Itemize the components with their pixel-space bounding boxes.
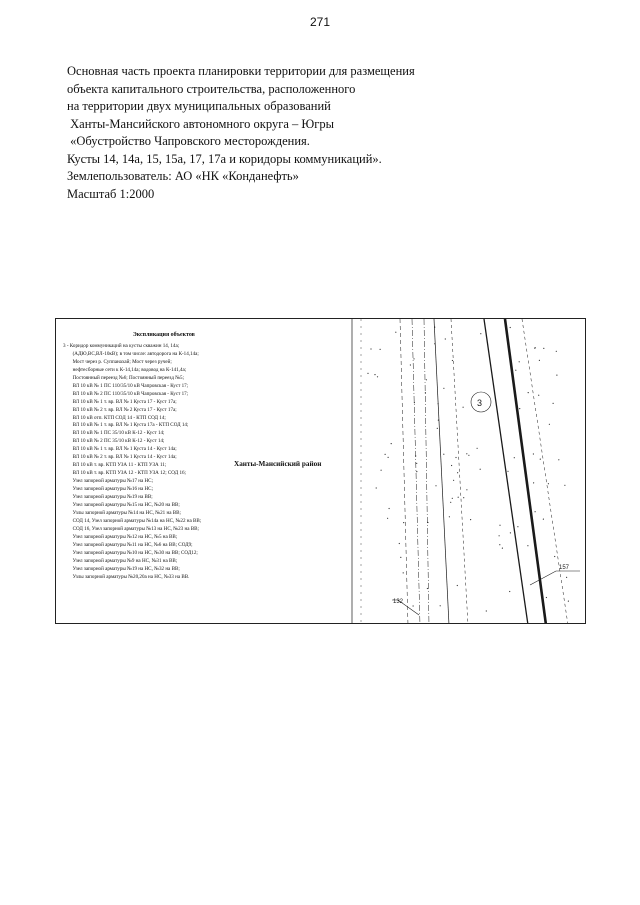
terrain-dot [400,557,401,558]
terrain-dot [517,526,518,527]
map-sheet [55,318,586,624]
terrain-dot [543,519,544,520]
terrain-dot [558,459,559,460]
terrain-dot [553,403,554,404]
corridor-line [434,319,449,624]
legend-item: Узел запорной арматуры №10 на НС, №30 на ВВ; СОД12; [72,549,198,556]
terrain-dot [507,471,508,472]
corridor-edge-line [505,319,546,624]
terrain-dot [435,485,436,486]
legend-item: ВЛ 10 кВ № 2 ПС 35/10 кВ К-12 - Куст 14; [72,438,165,445]
terrain-dot [535,511,536,512]
terrain-dot [376,487,377,488]
terrain-dot [499,544,500,545]
terrain-dot [388,457,389,458]
dashed-boundary-line [424,319,429,624]
legend-item: Узел запорной арматуры №17 на НС; [72,478,153,485]
terrain-dot [466,453,467,454]
terrain-dot [377,376,378,377]
legend-item: Узел запорной арматуры №11 на НС, №6 на ВВ; СОД9; [72,541,193,548]
terrain-dot [463,497,464,498]
terrain-dot [449,516,450,517]
legend-item: (АДЮ,ВС,ВЛ-10кВ); в том числе: автодорога на К-14,14а; [72,350,199,357]
legend-item: Узел запорной арматуры №19 на НС, №32 на ВВ; [72,565,180,572]
legend-item: ВЛ 10 кВ отп. КТП СОД 14 - КТП СОД 14; [72,414,166,421]
terrain-dot [535,347,536,348]
terrain-dot [540,459,541,460]
terrain-dot [395,332,396,333]
terrain-dot [385,454,386,455]
terrain-dot [499,525,500,526]
dashed-boundary-line [451,319,468,624]
terrain-dot [380,349,381,350]
terrain-dot [443,454,444,455]
legend-item: Мост через р. Суппанахай; Мост через ручей; [72,358,172,365]
legend-item: СОД 14, Узел запорной арматуры №14а на НС, №22 на ВВ; [72,517,202,524]
terrain-dot [548,483,549,484]
terrain-dot [549,424,550,425]
terrain-dot [403,572,404,573]
dashed-boundary-line [400,319,408,624]
terrain-dot [533,482,534,483]
heading-line: Основная часть проекта планировки территории для размещения [67,64,415,78]
legend-item: Постоянный переезд №6; Постоянный переезд №5; [72,374,185,381]
legend-item: ВЛ 10 кВ № 1 т. вр. ВЛ № 1 Куста 17а - КТП СОД 14; [72,422,189,429]
point-label: 157 [559,565,570,571]
terrain-dot [410,364,411,365]
legend-item: Узлы запорной арматуры №14 на НС, №21 на ВВ; [72,509,181,516]
terrain-dot [450,502,451,503]
terrain-dot [391,443,392,444]
terrain-dot [510,532,511,533]
terrain-dot [374,374,375,375]
terrain-dot [533,453,534,454]
terrain-dot [466,489,467,490]
terrain-dot [413,358,414,359]
dashed-boundary-line [412,319,420,624]
legend-item: 3 - Коридор коммуникаций на кусты скважин 14, 14а; [63,342,180,349]
heading-line: объекта капитального строительства, расположенного [67,81,356,96]
legend-item: Узел запорной арматуры №19 на ВВ; [72,494,153,501]
terrain-dot [457,472,458,473]
terrain-dot [515,370,516,371]
legend-item: ВЛ 10 кВ № 1 ПС 35/10 кВ К-12 - Куст 14; [72,430,165,437]
terrain-dot [477,448,478,449]
terrain-dot [452,498,453,499]
heading-line: на территории двух муниципальных образований [67,99,331,113]
point-label: 132 [393,599,404,605]
legend-item: Узел запорной арматуры №15 на НС, №20 на ВВ; [72,502,180,509]
corridor-edge-line [484,319,528,624]
terrain-dot [413,605,414,606]
terrain-dot [519,408,520,409]
terrain-dot [527,545,528,546]
leader-line [530,571,580,585]
terrain-dot [564,485,565,486]
callouts [392,392,580,615]
legend-items [63,343,255,582]
terrain-dot [426,379,427,380]
legend-item: СОД 16, Узел запорной арматуры №13 на НС, №23 на ВВ; [72,525,199,532]
terrain-dot [543,348,544,349]
legend [63,331,255,582]
terrain-dot [546,597,547,598]
parcel-number-label: 3 [477,398,483,408]
legend-item: нефтесборные сети к К-14,14а; водовод на К-141,4а; [72,366,187,373]
region-label: Ханты-Мансийский район [234,460,322,468]
terrain-dot [499,535,500,536]
terrain-dot [554,556,555,557]
terrain-dot [486,610,487,611]
terrain-dot [416,463,417,464]
terrain-dot [556,351,557,352]
terrain-dot [381,470,382,471]
legend-item: ВЛ 10 кВ т. вр. КТП УЗА 12 - КТП УЗА 12; СОД 16; [72,470,186,477]
terrain-dot [445,338,446,339]
terrain-dot [539,360,540,361]
legend-item: ВЛ 10 кВ № 1 т. вр. ВЛ № 1 Куста 14 - Куст 14а; [72,446,177,453]
legend-item: ВЛ 10 кВ № 2 т. вр. ВЛ № 1 Куста 14 - Куст 14а; [72,454,177,461]
terrain-dot [387,518,388,519]
terrain-dot [556,375,557,376]
terrain-dot [514,457,515,458]
terrain-dot [416,471,417,472]
legend-item: Узел запорной арматуры №9 на НС, №31 на ВВ; [72,557,178,564]
legend-item: ВЛ 10 кВ № 2 т. вр. ВЛ № 2 Куста 17 - Куст 17а; [72,406,177,413]
terrain-dot [455,457,456,458]
terrain-dot [509,591,510,592]
legend-title: Экспликация объектов [132,331,195,338]
terrain-dot [480,333,481,334]
terrain-dot [403,522,404,523]
legend-item: ВЛ 10 кВ № 1 т. вр. ВЛ № 1 Куста 17 - Куст 17а; [72,398,177,405]
heading-line: Ханты-Мансийского автономного округа – Югры [67,116,335,131]
dashed-boundary-line [522,319,568,624]
terrain-dot [437,428,438,429]
page-number: 271 [309,15,331,29]
terrain-dot [367,373,368,374]
terrain-dot [528,392,529,393]
terrain-dot [440,605,441,606]
legend-item: Узлы запорной арматуры №20,20а на НС, №33 на ВВ. [72,573,190,580]
terrain-dot [468,455,469,456]
legend-item: Узел запорной арматуры №12 на НС, №5 на ВВ; [72,533,178,540]
terrain-dot [502,548,503,549]
legend-item: ВЛ 10 кВ т. вр. КТП УЗА 11 - КТП УЗА 11; [72,462,167,469]
legend-item: Узел запорной арматуры №16 на НС; [72,486,153,493]
heading-line: Кусты 14, 14а, 15, 15а, 17, 17а и коридоры коммуникаций». [67,151,382,166]
legend-item: ВЛ 10 кВ № 1 ПС 110/35/10 кВ Чапровская - Куст 17; [72,382,189,389]
heading-line: «Обустройство Чапровского месторождения. [67,134,310,148]
heading-line: Землепользователь: АО «НК «Конданефть» [67,169,299,183]
legend-item: ВЛ 10 кВ № 2 ПС 110/35/10 кВ Чапровская - Куст 17; [72,390,189,397]
terrain-dot [470,519,471,520]
terrain-dot [389,508,390,509]
terrain-dot [370,348,371,349]
terrain-dot [457,585,458,586]
terrain-dot [519,361,520,362]
terrain-dot [510,327,511,328]
terrain-dot [538,395,539,396]
terrain-dot [480,469,481,470]
terrain-dot [458,497,459,498]
terrain-dot [399,543,400,544]
terrain-dot [427,588,428,589]
terrain-dot [453,480,454,481]
terrain-dot [443,388,444,389]
terrain-dot [463,407,464,408]
terrain-dot [566,577,567,578]
terrain-dot [568,601,569,602]
terrain-dot [414,402,415,403]
document-heading [67,63,487,203]
terrain-dot [451,465,452,466]
terrain-dot [452,360,453,361]
heading-line: Масштаб 1:2000 [67,186,155,201]
